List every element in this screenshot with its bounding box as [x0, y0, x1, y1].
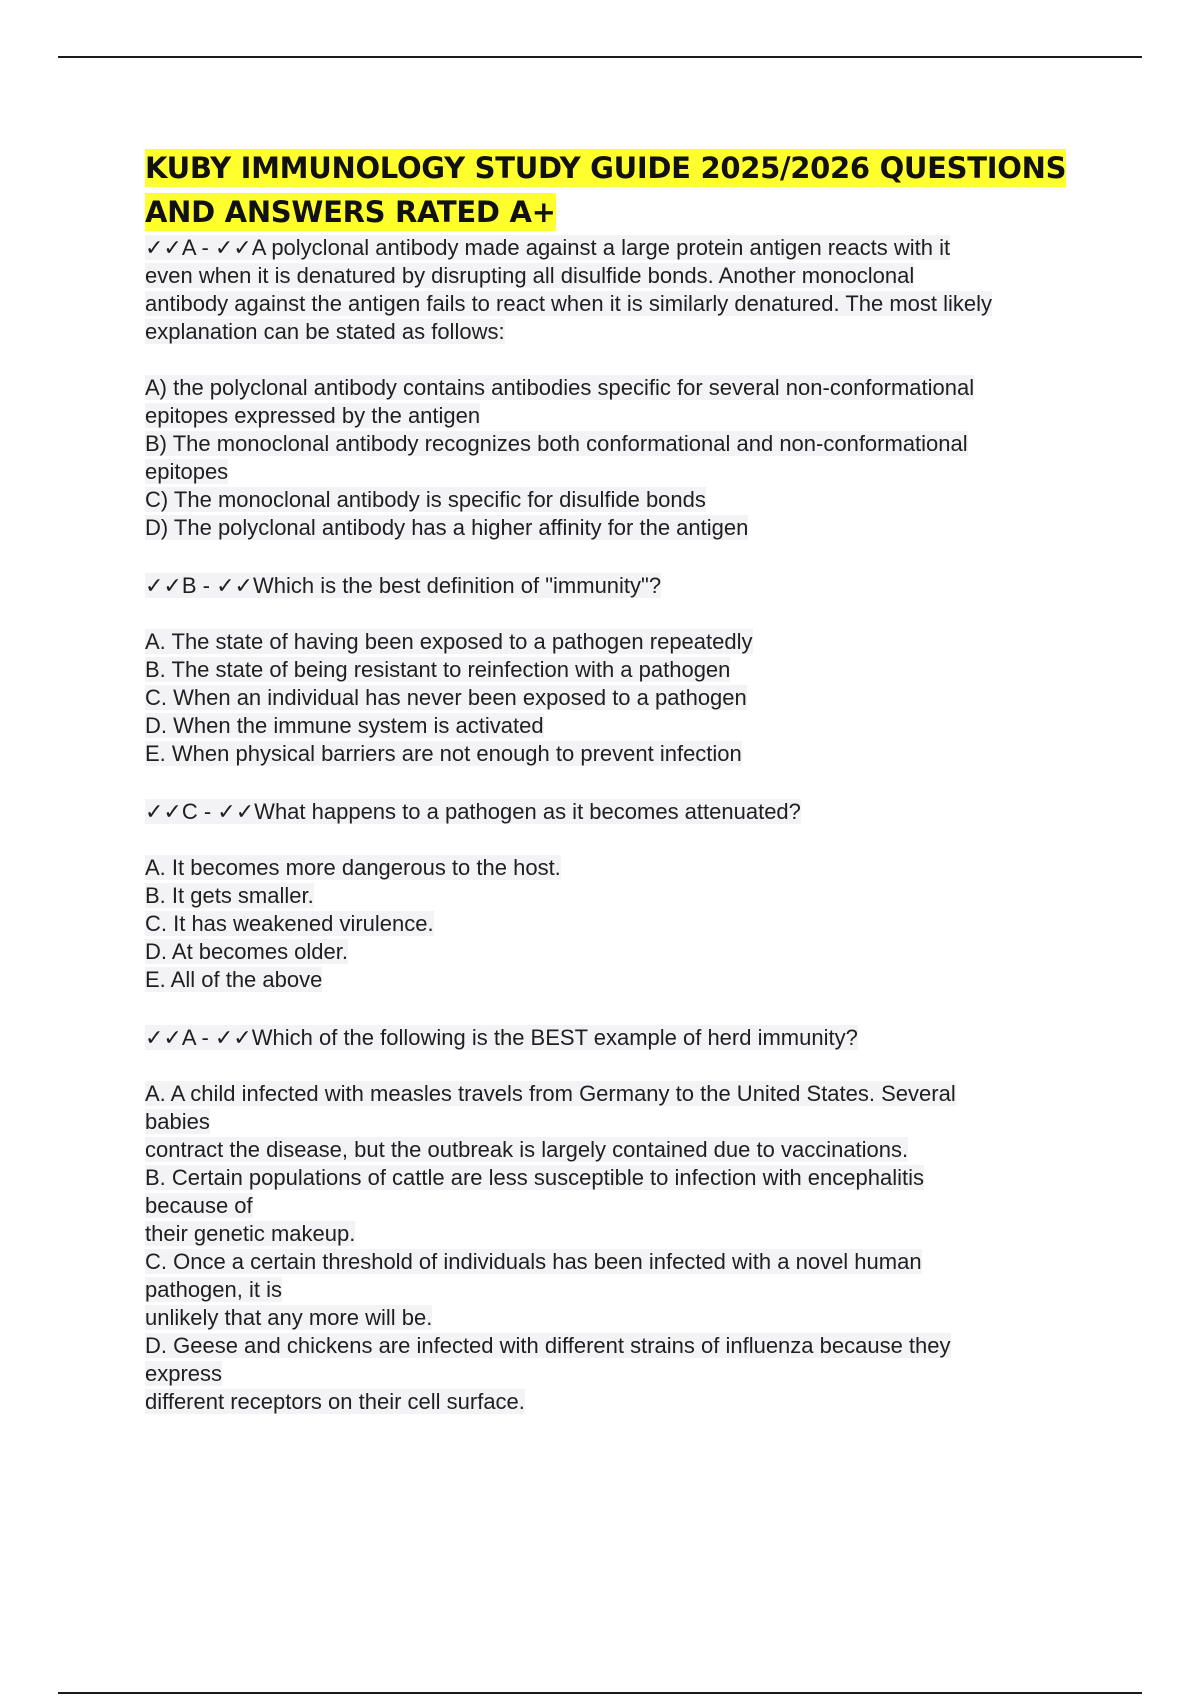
title-line-1: KUBY IMMUNOLOGY STUDY GUIDE 2025/2026 QUESTIONS — [145, 151, 1067, 185]
answer-option-text: different receptors on their cell surface. — [145, 1389, 525, 1414]
question-text: explanation can be stated as follows: — [145, 319, 505, 344]
answer-option — [145, 712, 1095, 740]
answer-option-text: contract the disease, but the outbreak is largely contained due to vaccinations. — [145, 1137, 909, 1162]
answer-option-text: E. When physical barriers are not enough to prevent infection — [145, 741, 742, 766]
answer-option — [145, 628, 1095, 656]
answer-option — [145, 1276, 1095, 1304]
spacer — [145, 346, 1095, 374]
answer-option — [145, 1220, 1095, 1248]
bottom-rule — [58, 1692, 1142, 1694]
answer-option-text: babies — [145, 1109, 210, 1134]
answer-option — [145, 1080, 1095, 1108]
question-stem-continued — [145, 318, 1095, 346]
question-block — [145, 572, 1095, 768]
spacer — [145, 600, 1095, 628]
question-stem — [145, 798, 1095, 826]
answer-option-text: C. It has weakened virulence. — [145, 911, 434, 936]
answer-option — [145, 1388, 1095, 1416]
page-content — [145, 146, 1095, 1416]
spacer — [145, 826, 1095, 854]
answer-option — [145, 1164, 1095, 1192]
question-stem — [145, 1024, 1095, 1052]
answer-option-text: B. It gets smaller. — [145, 883, 314, 908]
answer-option — [145, 910, 1095, 938]
answer-option — [145, 374, 1095, 402]
document-title — [145, 146, 1095, 234]
answer-option-text: B) The monoclonal antibody recognizes both conformational and non-conformational — [145, 431, 968, 456]
answer-option — [145, 938, 1095, 966]
question-stem-continued — [145, 262, 1095, 290]
answer-option — [145, 854, 1095, 882]
answer-option-text: A. The state of having been exposed to a pathogen repeatedly — [145, 629, 753, 654]
title-line-2: AND ANSWERS RATED A+ — [145, 195, 556, 229]
answer-option-text: A. It becomes more dangerous to the host. — [145, 855, 561, 880]
question-stem-continued — [145, 290, 1095, 318]
answer-option-text: D) The polyclonal antibody has a higher affinity for the antigen — [145, 515, 749, 540]
question-stem — [145, 234, 1095, 262]
answer-option — [145, 740, 1095, 768]
answer-option-text: A. A child infected with measles travels from Germany to the United States. Several — [145, 1081, 956, 1106]
question-text: ✓✓B - ✓✓Which is the best definition of "immunity"? — [145, 573, 662, 598]
question-text: antibody against the antigen fails to react when it is similarly denatured. The most likely — [145, 291, 993, 316]
answer-option-text: epitopes — [145, 459, 229, 484]
answer-option-text: D. When the immune system is activated — [145, 713, 544, 738]
answer-option — [145, 1332, 1095, 1360]
answer-option — [145, 402, 1095, 430]
answer-option-text: unlikely that any more will be. — [145, 1305, 433, 1330]
question-text: ✓✓A - ✓✓Which of the following is the BEST example of herd immunity? — [145, 1025, 858, 1050]
spacer — [145, 1052, 1095, 1080]
answer-option-text: D. Geese and chickens are infected with different strains of influenza because they — [145, 1333, 951, 1358]
answer-option — [145, 1136, 1095, 1164]
answer-option-text: C. When an individual has never been exposed to a pathogen — [145, 685, 747, 710]
answer-option — [145, 656, 1095, 684]
answer-option-text: D. At becomes older. — [145, 939, 348, 964]
question-text: ✓✓A - ✓✓A polyclonal antibody made against a large protein antigen reacts with it — [145, 235, 951, 260]
answer-option — [145, 486, 1095, 514]
answer-option — [145, 684, 1095, 712]
answer-option — [145, 1248, 1095, 1276]
spacer — [145, 994, 1095, 1024]
answer-option — [145, 514, 1095, 542]
question-block — [145, 234, 1095, 542]
answer-option-text: C. Once a certain threshold of individuals has been infected with a novel human — [145, 1249, 922, 1274]
question-block — [145, 798, 1095, 994]
spacer — [145, 542, 1095, 572]
answer-option-text: epitopes expressed by the antigen — [145, 403, 481, 428]
answer-option-text: B. Certain populations of cattle are less susceptible to infection with encephalitis — [145, 1165, 924, 1190]
answer-option — [145, 1108, 1095, 1136]
answer-option — [145, 1360, 1095, 1388]
question-block — [145, 1024, 1095, 1416]
answer-option-text: E. All of the above — [145, 967, 323, 992]
question-list — [145, 234, 1095, 1416]
question-text: ✓✓C - ✓✓What happens to a pathogen as it becomes attenuated? — [145, 799, 801, 824]
top-rule — [58, 56, 1142, 58]
question-stem — [145, 572, 1095, 600]
answer-option-text: B. The state of being resistant to reinfection with a pathogen — [145, 657, 731, 682]
answer-option — [145, 1192, 1095, 1220]
answer-option — [145, 430, 1095, 458]
question-text: even when it is denatured by disrupting all disulfide bonds. Another monoclonal — [145, 263, 915, 288]
answer-option — [145, 458, 1095, 486]
answer-option-text: because of — [145, 1193, 253, 1218]
answer-option-text: C) The monoclonal antibody is specific for disulfide bonds — [145, 487, 706, 512]
answer-option — [145, 882, 1095, 910]
answer-option-text: pathogen, it is — [145, 1277, 282, 1302]
answer-option — [145, 1304, 1095, 1332]
spacer — [145, 768, 1095, 798]
answer-option-text: A) the polyclonal antibody contains antibodies specific for several non-conformational — [145, 375, 975, 400]
answer-option-text: express — [145, 1361, 223, 1386]
answer-option-text: their genetic makeup. — [145, 1221, 356, 1246]
answer-option — [145, 966, 1095, 994]
